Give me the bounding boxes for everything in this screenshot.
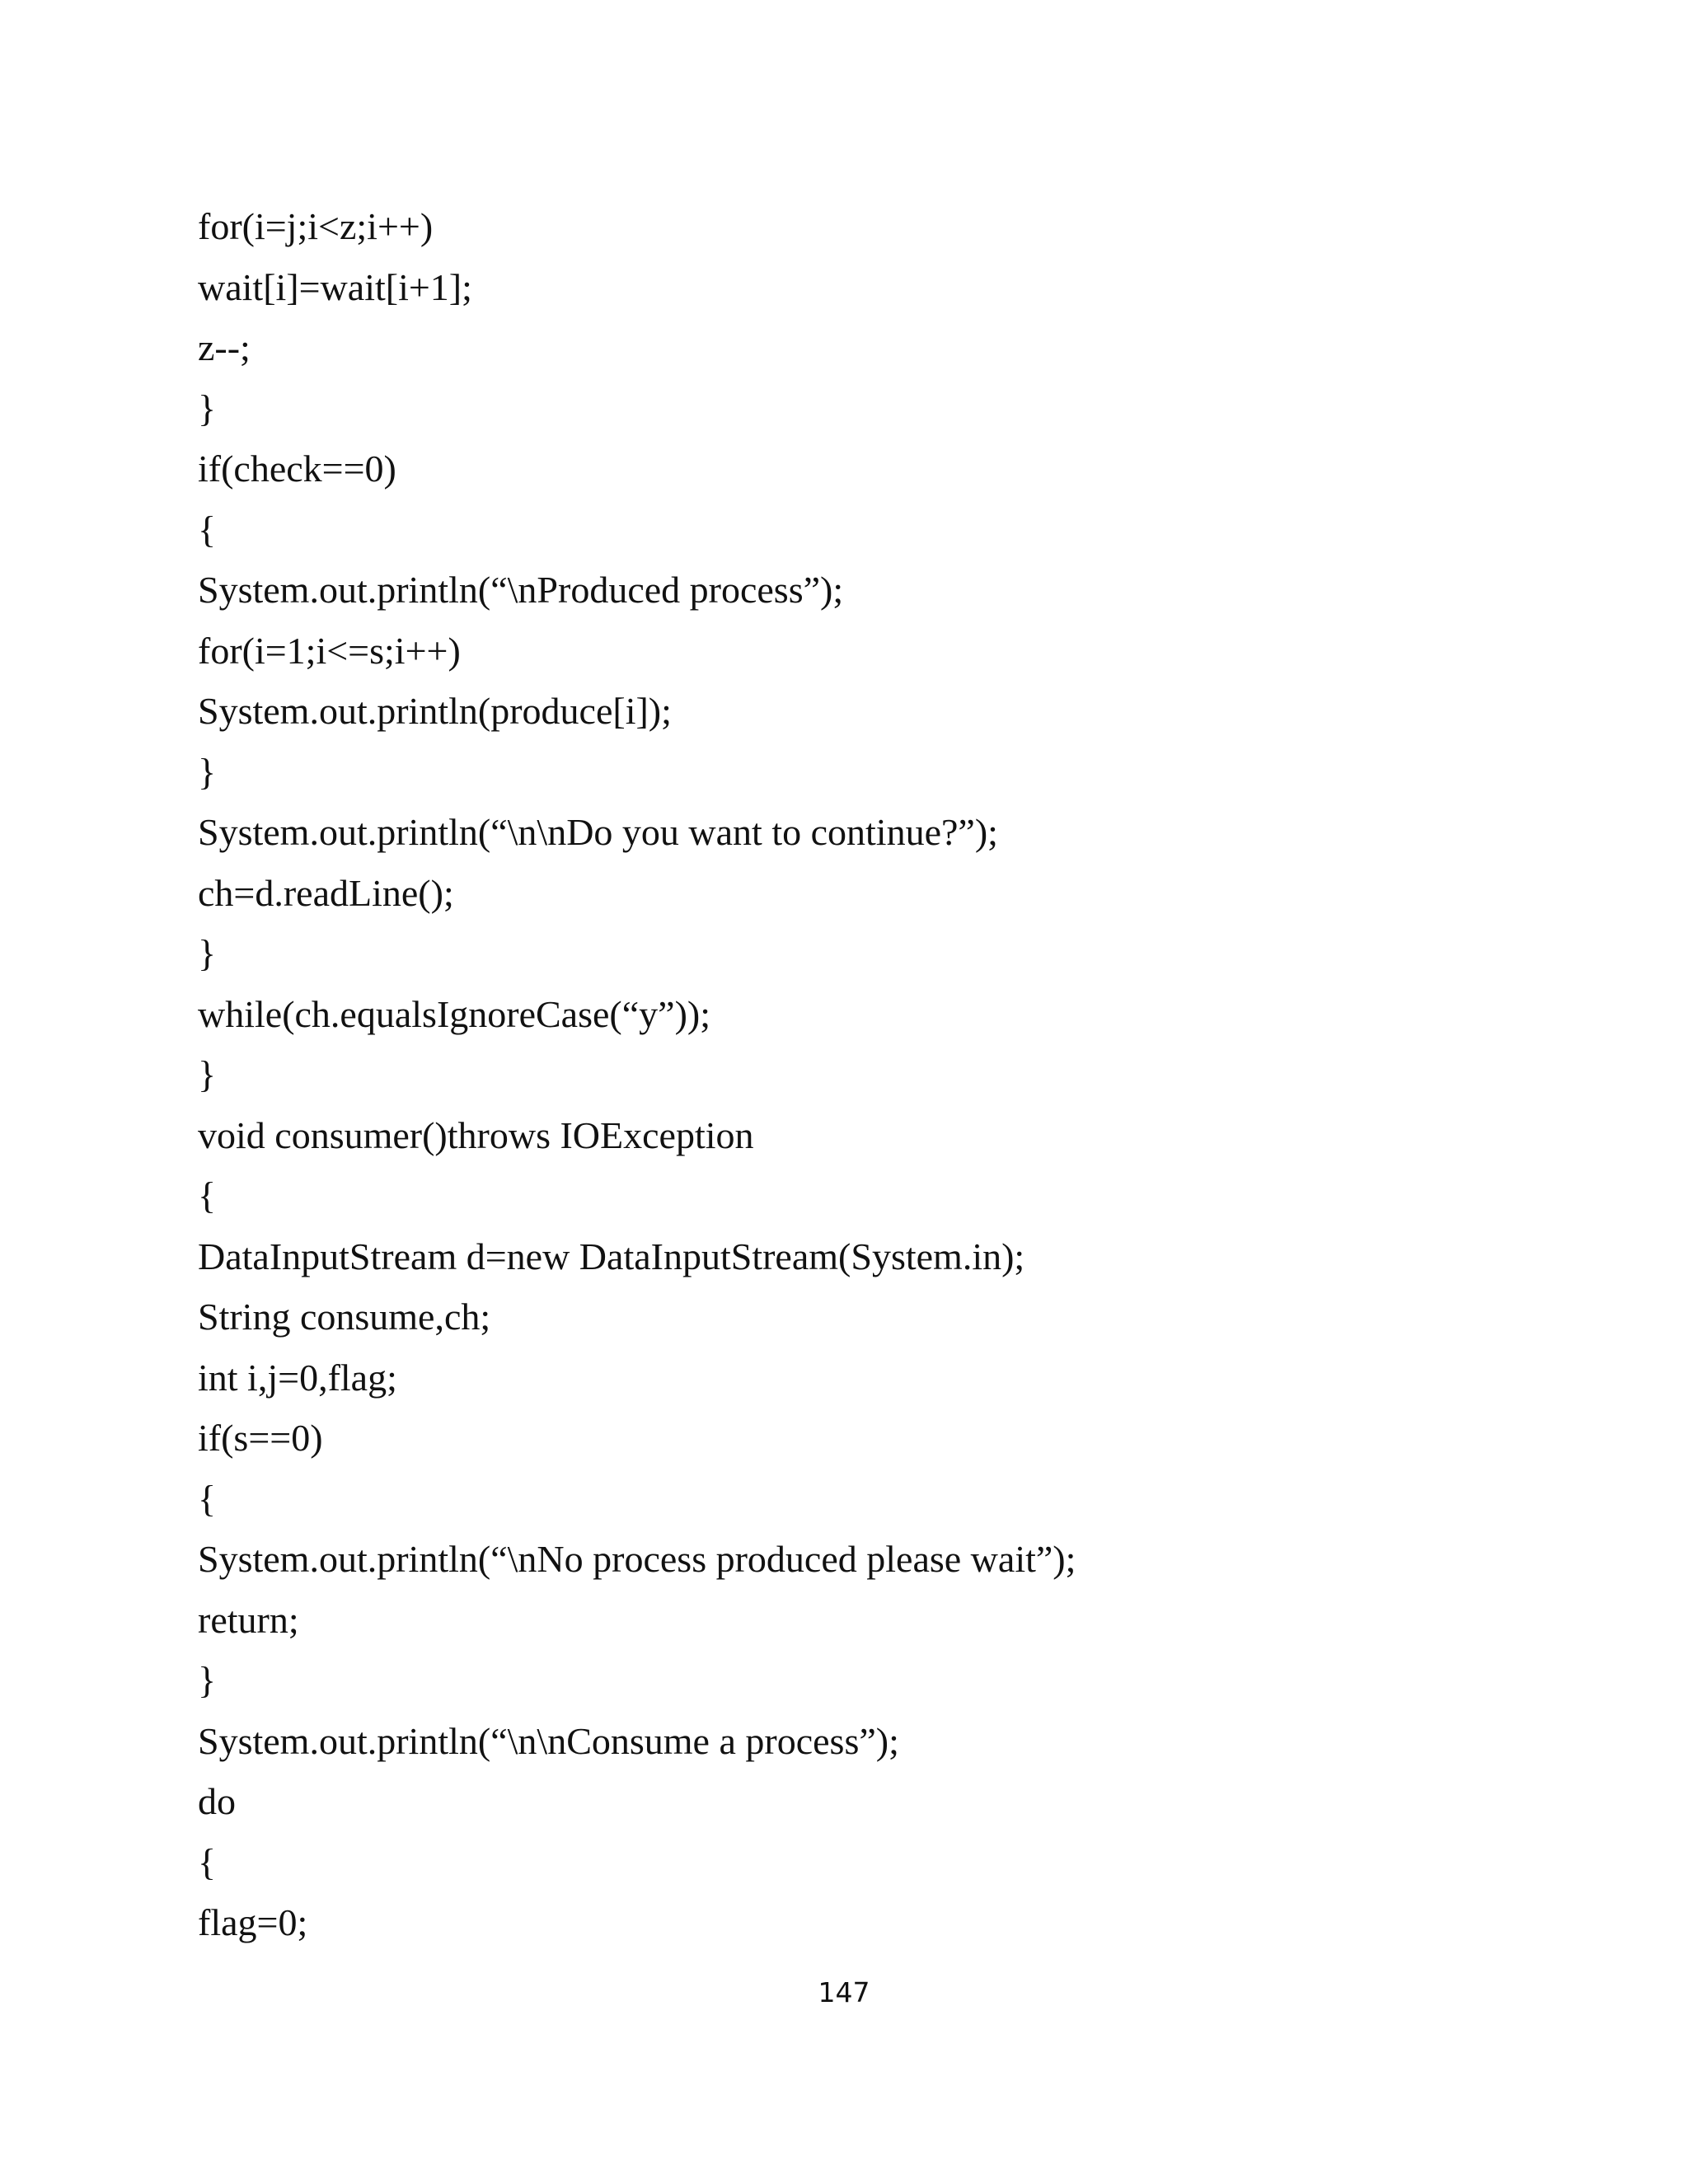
code-line: void consumer()throws IOException [198,1113,754,1156]
code-line: if(check==0) [198,448,396,490]
code-line: while(ch.equalsIgnoreCase(“y”)); [198,992,710,1035]
code-line: System.out.println(produce[i]); [198,690,672,732]
code-listing [198,196,1076,1953]
code-line: for(i=j;i<z;i++) [198,205,434,247]
code-line: DataInputStream d=new DataInputStream(System.in); [198,1235,1025,1277]
code-line: System.out.println(“\nNo process produced please wait”); [198,1538,1076,1580]
code-line: wait[i]=wait[i+1]; [198,265,472,308]
code-line: } [198,387,217,429]
code-line: { [198,1840,217,1883]
code-line: if(s==0) [198,1417,323,1459]
code-line: { [198,508,217,551]
code-line: } [198,1053,217,1095]
code-line: { [198,1477,217,1520]
code-line: System.out.println(“\n\nConsume a process”); [198,1719,899,1762]
code-line: System.out.println(“\nProduced process”); [198,569,844,611]
code-line: return; [198,1598,299,1641]
code-line: int i,j=0,flag; [198,1356,397,1399]
code-line: z--; [198,326,251,368]
page-number: 147 [818,1976,870,2008]
code-line: do [198,1780,236,1822]
code-line: String consume,ch; [198,1296,491,1338]
code-line: ch=d.readLine(); [198,871,454,914]
code-line: } [198,750,217,793]
code-line: } [198,932,217,974]
code-line: } [198,1659,217,1701]
code-line: { [198,1174,217,1216]
code-line: for(i=1;i<=s;i++) [198,629,461,672]
code-line: System.out.println(“\n\nDo you want to continue?”); [198,811,998,853]
code-line: flag=0; [198,1901,308,1943]
